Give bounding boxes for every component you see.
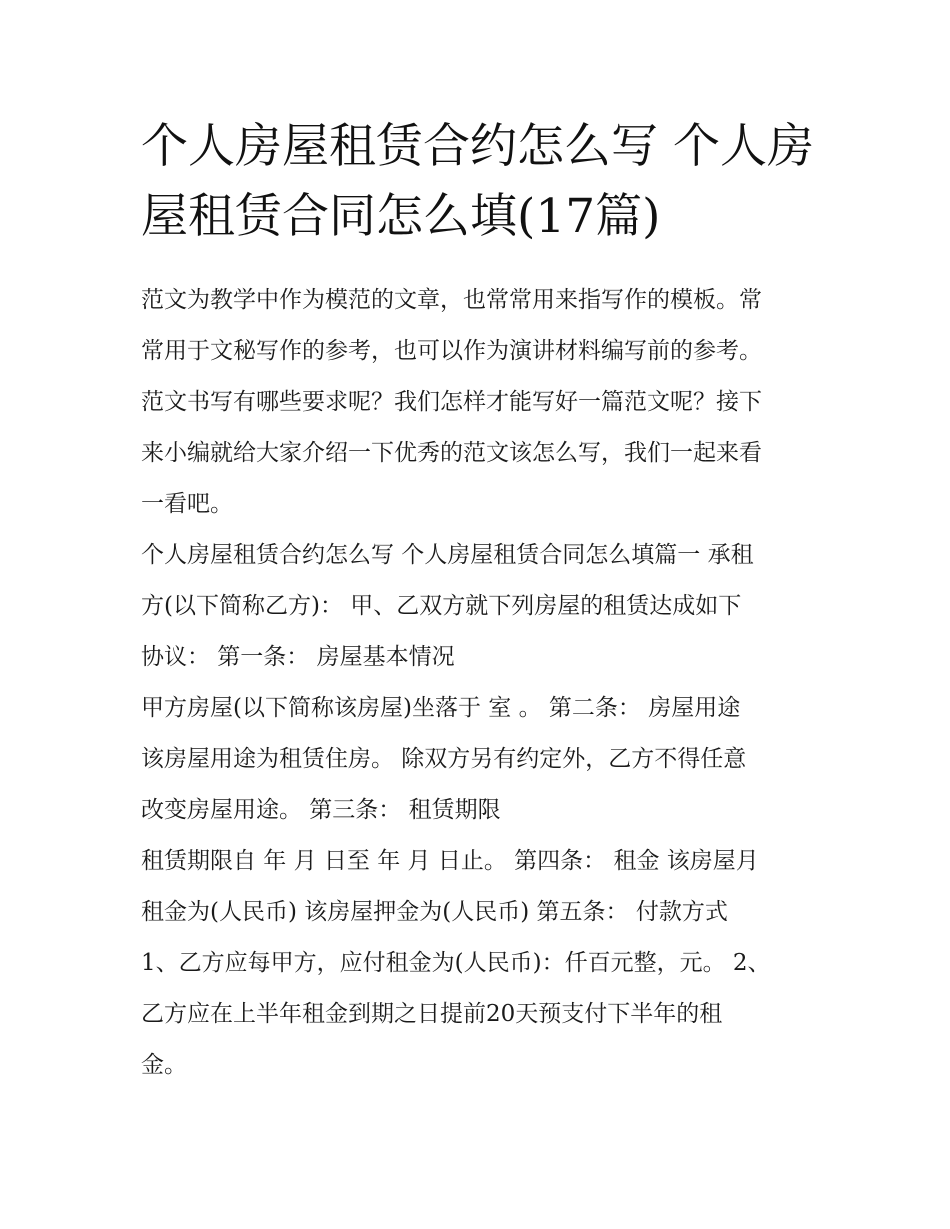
paragraph-line: 租赁期限自 年 月 日至 年 月 日止。 第四条： 租金 该房屋月 — [141, 848, 759, 874]
paragraph-line: 改变房屋用途。 第三条： 租赁期限 — [141, 797, 501, 823]
paragraph-line: 常用于文秘写作的参考，也可以作为演讲材料编写前的参考。 — [141, 338, 762, 364]
contract-intro-paragraph — [141, 530, 831, 683]
intro-paragraph — [141, 275, 831, 530]
paragraph-line: 租金为(人民币) 该房屋押金为(人民币) 第五条： 付款方式 — [141, 899, 728, 925]
document-title: 个人房屋租赁合约怎么写 个人房屋租赁合同怎么填(17篇) — [141, 119, 814, 244]
paragraph-line: 乙方应在上半年租金到期之日提前20天预支付下半年的租 — [141, 1001, 723, 1027]
paragraph-line: 来小编就给大家介绍一下优秀的范文该怎么写，我们一起来看 — [141, 440, 762, 466]
paragraph-line: 协议： 第一条： 房屋基本情况 — [141, 644, 455, 670]
paragraph-line: 方(以下简称乙方)： 甲、乙双方就下列房屋的租赁达成如下 — [141, 593, 742, 619]
paragraph-line: 一看吧。 — [141, 491, 233, 517]
lease-term-paragraph — [141, 836, 831, 938]
property-use-paragraph — [141, 683, 831, 836]
paragraph-line: 范文书写有哪些要求呢？我们怎样才能写好一篇范文呢？接下 — [141, 389, 762, 415]
paragraph-line: 甲方房屋(以下简称该房屋)坐落于 室 。 第二条： 房屋用途 — [141, 695, 741, 721]
paragraph-line: 范文为教学中作为模范的文章，也常常用来指写作的模板。常 — [141, 287, 762, 313]
paragraph-line: 金。 — [141, 1052, 187, 1078]
paragraph-line: 个人房屋租赁合约怎么写 个人房屋租赁合同怎么填篇一 承租 — [141, 542, 754, 568]
paragraph-line: 1、乙方应每甲方，应付租金为(人民币)：仟百元整，元。 2、 — [141, 950, 771, 976]
payment-paragraph — [141, 938, 831, 1091]
paragraph-line: 该房屋用途为租赁住房。 除双方另有约定外，乙方不得任意 — [141, 746, 747, 772]
